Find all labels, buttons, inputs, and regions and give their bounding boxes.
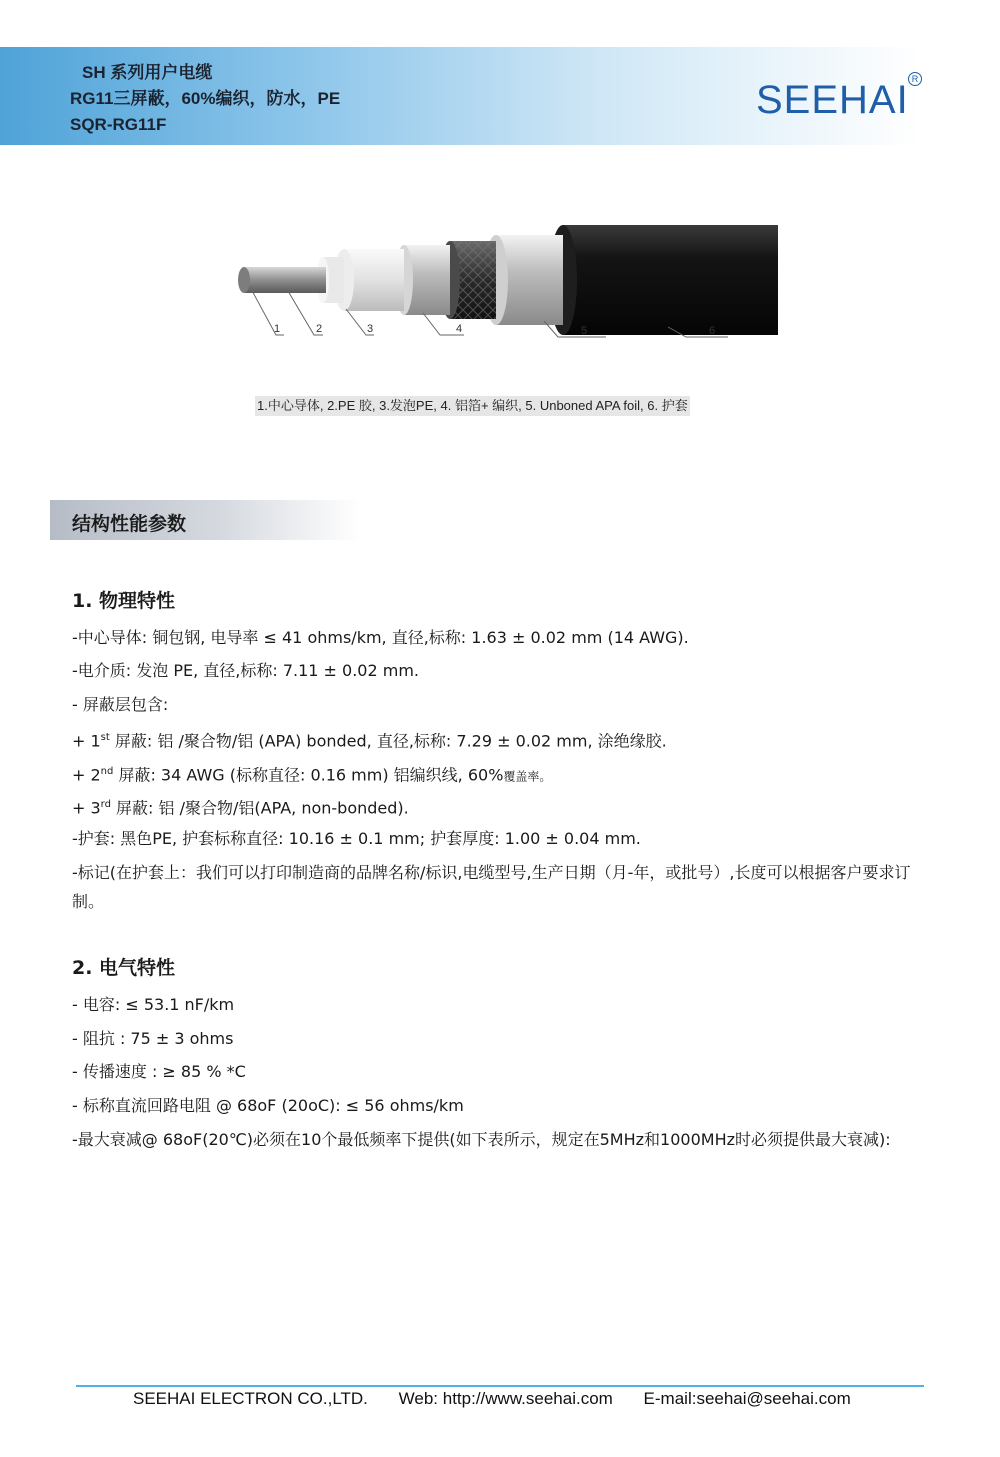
cable-illustration [228, 205, 788, 355]
layer-label-6: 6 [709, 325, 716, 337]
layer-label-5: 5 [581, 325, 588, 337]
capacitance-spec: - 电容: ≤ 53.1 nF/km [72, 995, 235, 1014]
layer-label-2: 2 [316, 323, 323, 335]
seehai-logo: SEEHAI [756, 78, 909, 122]
dc-resistance-spec: - 标称直流回路电阻 @ 68oF (20oC): ≤ 56 ohms/km [72, 1096, 464, 1115]
physical-heading: 1. 物理特性 [72, 590, 176, 612]
shield-2-spec: + 2nd 屏蔽: 34 AWG (标称直径: 0.16 mm) 铝编织线, 60%覆盖率。 [72, 765, 552, 785]
series-title: SH 系列用户电缆 [82, 63, 213, 82]
shield-1-spec: + 1st 屏蔽: 铝 /聚合物/铝 (APA) bonded, 直径,标称: 7.29 ± 0.02 mm, 涂绝缘胶. [72, 731, 667, 751]
layer-label-3: 3 [367, 323, 374, 335]
center-conductor [244, 267, 326, 293]
jacket-layer [563, 225, 778, 335]
footer-divider [76, 1385, 924, 1387]
registered-mark: R [908, 72, 922, 86]
footer-web: Web: http://www.seehai.com [398, 1389, 613, 1408]
footer-company: SEEHAI ELECTRON CO.,LTD. [133, 1389, 368, 1408]
spec-title: RG11三屏蔽，60%编织，防水，PE [70, 89, 341, 108]
model-title: SQR-RG11F [70, 115, 167, 134]
dielectric-spec: -电介质: 发泡 PE, 直径,标称: 7.11 ± 0.02 mm. [72, 661, 420, 680]
shield-intro: - 屏蔽层包含: [72, 695, 169, 714]
figure-caption: 1.中心导体, 2.PE 胶, 3.发泡PE, 4. 铝箔+ 编织, 5. Unboned APA foil, 6. 护套 [255, 396, 690, 416]
layer-label-4: 4 [456, 323, 463, 335]
jacket-spec: -护套: 黑色PE, 护套标称直径: 10.16 ± 0.1 mm; 护套厚度: 1.00 ± 0.04 mm. [72, 829, 641, 848]
conductor-spec: -中心导体: 铜包钢, 电导率 ≤ 41 ohms/km, 直径,标称: 1.63 ± 0.02 mm (14 AWG). [72, 628, 689, 647]
impedance-spec: - 阻抗 : 75 ± 3 ohms [72, 1029, 234, 1048]
layer-label-1: 1 [274, 323, 281, 335]
marking-spec: -标记(在护套上：我们可以打印制造商的品牌名称/标识,电缆型号,生产日期（月-年，或批号）,长度可以根据客户要求订制。 [72, 863, 911, 911]
shield-3-spec: + 3rd 屏蔽: 铝 /聚合物/铝(APA, non-bonded). [72, 798, 409, 818]
header-text [70, 60, 340, 138]
attenuation-spec: -最大衰减@ 68oF(20℃)必须在10个最低频率下提供(如下表所示，规定在5MHz和1000MHz时必须提供最大衰减): [72, 1130, 891, 1149]
velocity-spec: - 传播速度 : ≥ 85 % *C [72, 1062, 246, 1081]
footer-email: E-mail:seehai@seehai.com [643, 1389, 851, 1408]
electrical-heading: 2. 电气特性 [72, 957, 176, 979]
section-title: 结构性能参数 [72, 513, 187, 535]
footer [133, 1389, 877, 1409]
